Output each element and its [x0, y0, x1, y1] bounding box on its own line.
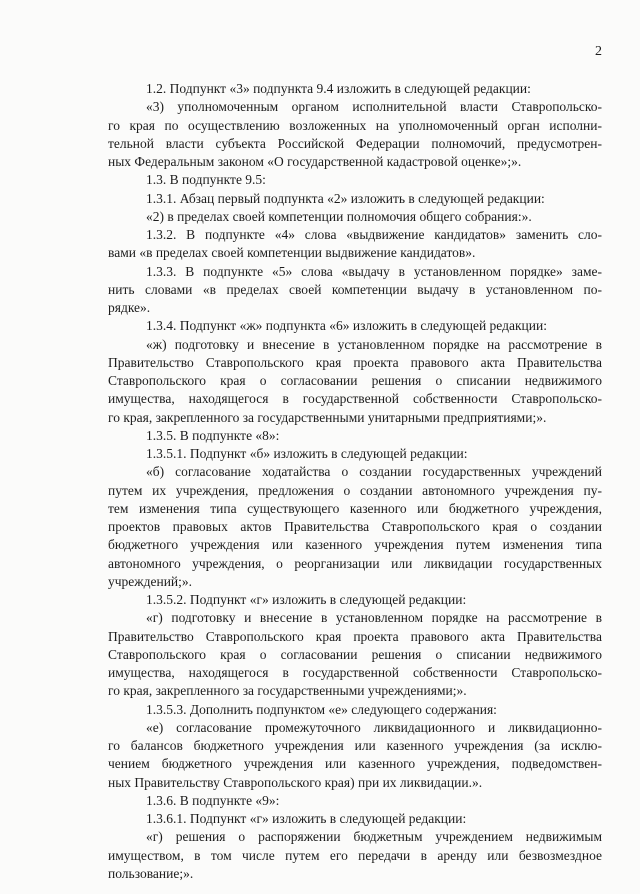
text-line: «ж) подготовку и внесение в установленном порядке на рассмотрение в [146, 336, 602, 352]
text-line: го края, закрепленного за государственными учреждениями;». [108, 683, 467, 699]
text-line: 1.3.4. Подпункт «ж» подпункта «6» изложить в следующей редакции: [146, 318, 547, 334]
text-line: «3) уполномоченным органом исполнительной власти Ставропольско- [146, 99, 602, 115]
text-line: 1.3.5. В подпункте «8»: [146, 427, 280, 443]
text-line: го края по осуществлению возложенных на уполномоченный орган исполни- [108, 117, 602, 133]
text-line: «б) согласование ходатайства о создании государственных учреждений [146, 464, 602, 480]
text-line: 1.3.2. В подпункте «4» слова «выдвижение кандидатов» заменить сло- [146, 227, 602, 242]
text-line: 1.3.1. Абзац первый подпункта «2» изложить в следующей редакции: [146, 190, 545, 206]
text-line: рядке». [108, 300, 151, 315]
text-line: 1.3.3. В подпункте «5» слова «выдачу в установленном порядке» заме- [146, 263, 602, 279]
page-number: 2 [595, 44, 602, 59]
text-line: проектов правовых актов Правительства Ставропольского края о создании [108, 519, 602, 534]
text-line: Правительство Ставропольского края проекта правового акта Правительства [108, 354, 602, 370]
text-line: учреждений;». [108, 573, 193, 589]
text-line: путем их учреждения, предложения о создании автономного учреждения пу- [108, 482, 602, 498]
text-line: 1.3.5.1. Подпункт «б» изложить в следующей редакции: [146, 446, 468, 461]
text-line: автономного учреждения, о реорганизации или ликвидации государственных [108, 555, 602, 571]
document-body [108, 80, 602, 883]
text-line: имущества, находящегося в государственной собственности Ставропольско- [108, 391, 602, 407]
text-line: ных Федеральным законом «О государственной кадастровой оценке»;». [108, 154, 522, 169]
text-line: ных Правительству Ставропольского края) при их ликвидации.». [108, 774, 483, 790]
text-line: чением бюджетного учреждения или казенного учреждения, подведомствен- [108, 756, 602, 772]
text-line: Ставропольского края о согласовании решения о списании недвижимого [108, 646, 602, 662]
text-line: Ставропольского края о согласовании решения о списании недвижимого [108, 373, 602, 388]
text-line: 1.3.5.2. Подпункт «г» изложить в следующей редакции: [146, 592, 467, 607]
text-line: имущества, находящегося в государственной собственности Ставропольско- [108, 665, 602, 680]
text-line: «е) согласование промежуточного ликвидационного и ликвидационно- [146, 719, 602, 735]
text-line: вами «в пределах своей компетенции выдвижение кандидатов». [108, 245, 476, 261]
text-line: имуществом, в том числе путем его передачи в аренду или безвозмездное [108, 847, 602, 863]
text-line: 1.3.6. В подпункте «9»: [146, 792, 280, 808]
text-line: тельной власти субъекта Российской Федерации полномочий, предусмотрен- [108, 135, 602, 151]
text-line: тем изменения типа существующего казенного или бюджетного учреждения, [108, 500, 602, 516]
text-line: бюджетного учреждения или казенного учреждения путем изменения типа [108, 537, 602, 553]
text-line: 1.2. Подпункт «3» подпункта 9.4 изложить в следующей редакции: [146, 81, 531, 96]
text-line: 1.3. В подпункте 9.5: [146, 172, 266, 188]
text-line: го балансов бюджетного учреждения или казенного учреждения (за исклю- [108, 738, 602, 753]
text-line: «2) в пределах своей компетенции полномочия общего собрания:». [146, 208, 532, 224]
text-line: «г) подготовку и внесение в установленном порядке на рассмотрение в [146, 610, 602, 626]
text-line: го края, закрепленного за государственными унитарными предприятиями;». [108, 409, 547, 425]
text-line: «г) решения о распоряжении бюджетным учреждением недвижимым [146, 829, 602, 845]
text-line: 1.3.6.1. Подпункт «г» изложить в следующей редакции: [146, 811, 467, 826]
text-line: Правительство Ставропольского края проекта правового акта Правительства [108, 628, 602, 644]
text-line: нить словами «в пределах своей компетенции выдачу в установленном по- [108, 281, 602, 297]
text-line: 1.3.5.3. Дополнить подпунктом «е» следующего содержания: [146, 701, 497, 717]
text-line: пользование;». [108, 865, 194, 881]
